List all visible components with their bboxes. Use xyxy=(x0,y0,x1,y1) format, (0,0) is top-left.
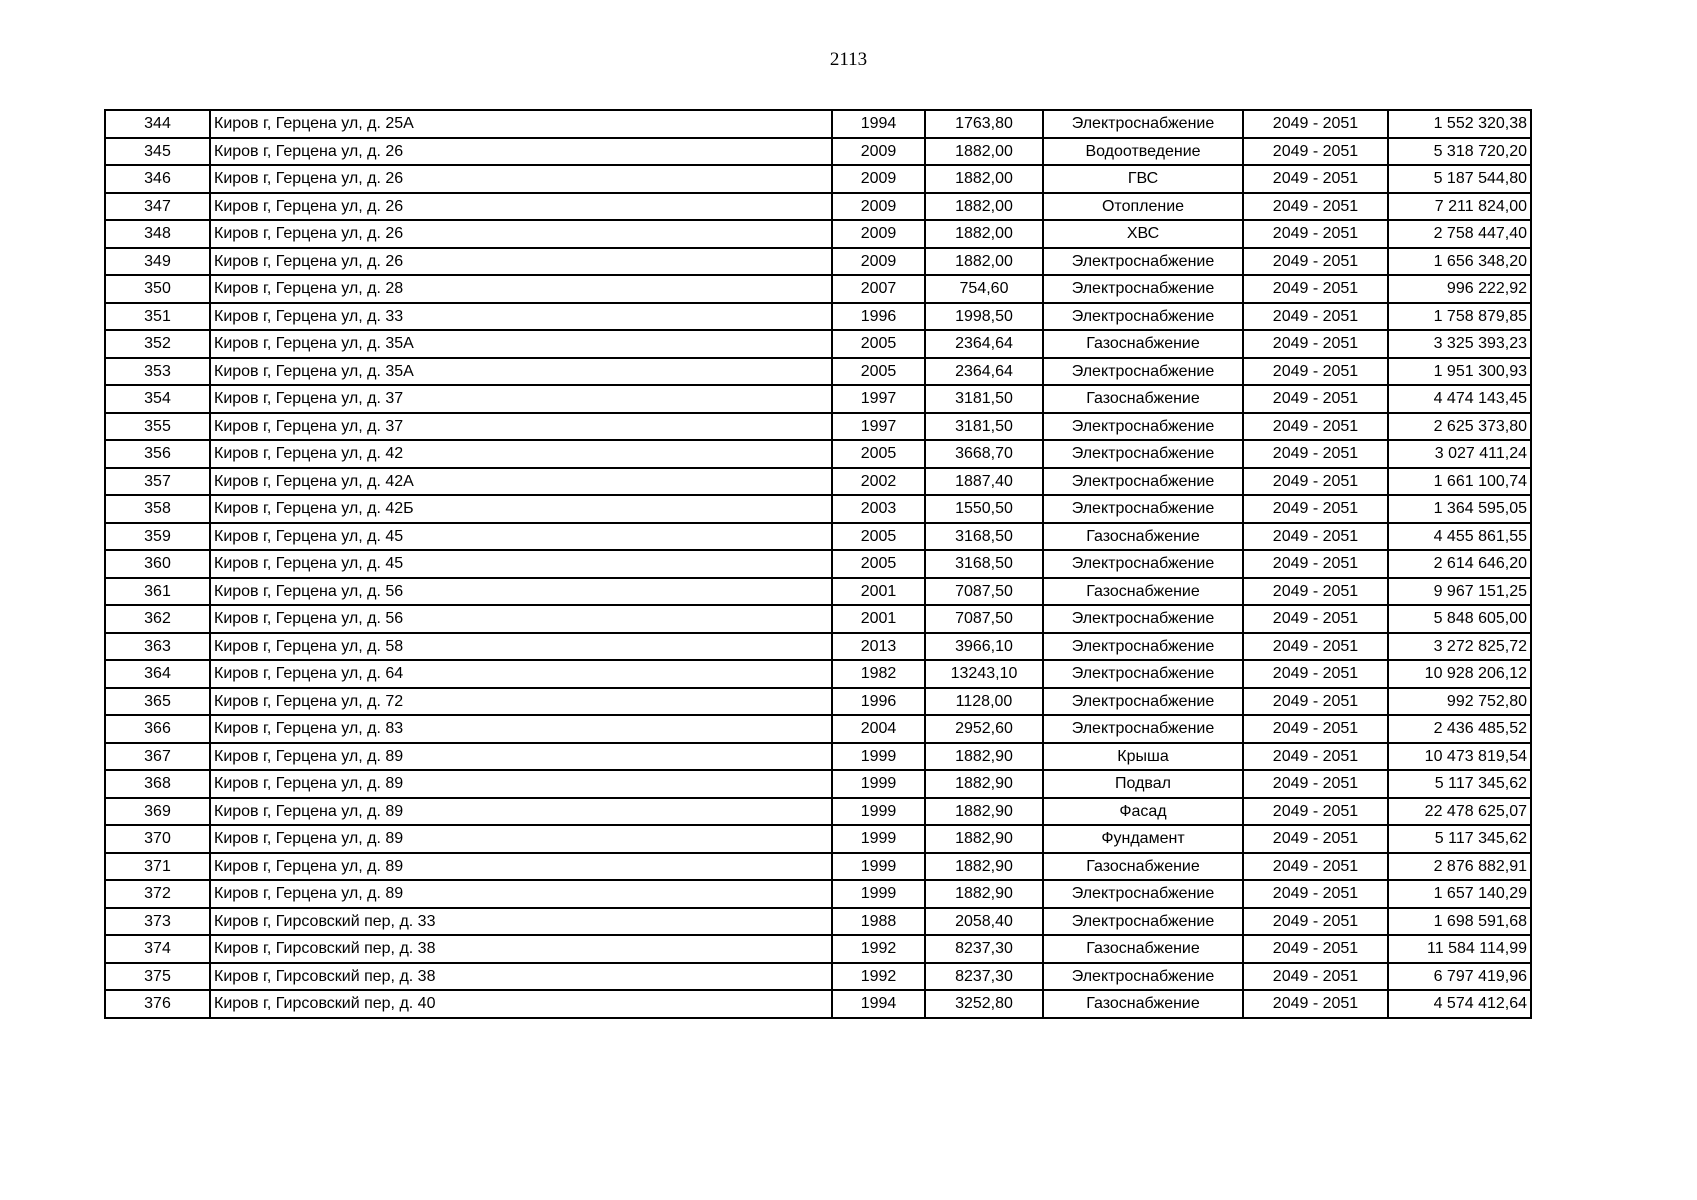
period-cell: 2049 - 2051 xyxy=(1243,908,1388,936)
table-row xyxy=(105,990,1531,1018)
cost-cell: 5 117 345,62 xyxy=(1388,770,1531,798)
table-row xyxy=(105,165,1531,193)
work-type-cell: Газоснабжение xyxy=(1043,578,1243,606)
build-year-cell: 1992 xyxy=(832,935,925,963)
cost-cell: 1 656 348,20 xyxy=(1388,248,1531,276)
build-year-cell: 1996 xyxy=(832,303,925,331)
table-row xyxy=(105,605,1531,633)
row-number-cell: 357 xyxy=(105,468,210,496)
area-cell: 1128,00 xyxy=(925,688,1043,716)
area-cell: 1882,00 xyxy=(925,248,1043,276)
row-number-cell: 360 xyxy=(105,550,210,578)
area-cell: 3181,50 xyxy=(925,385,1043,413)
row-number-cell: 372 xyxy=(105,880,210,908)
area-cell: 2952,60 xyxy=(925,715,1043,743)
address-cell: Киров г, Герцена ул, д. 89 xyxy=(210,743,832,771)
address-cell: Киров г, Герцена ул, д. 83 xyxy=(210,715,832,743)
area-cell: 3181,50 xyxy=(925,413,1043,441)
table-row xyxy=(105,248,1531,276)
row-number-cell: 375 xyxy=(105,963,210,991)
address-cell: Киров г, Герцена ул, д. 37 xyxy=(210,413,832,441)
area-cell: 1882,90 xyxy=(925,853,1043,881)
build-year-cell: 1999 xyxy=(832,743,925,771)
address-cell: Киров г, Герцена ул, д. 26 xyxy=(210,220,832,248)
cost-cell: 3 027 411,24 xyxy=(1388,440,1531,468)
build-year-cell: 1996 xyxy=(832,688,925,716)
table-row xyxy=(105,385,1531,413)
work-type-cell: Электроснабжение xyxy=(1043,908,1243,936)
area-cell: 2364,64 xyxy=(925,330,1043,358)
build-year-cell: 2003 xyxy=(832,495,925,523)
work-type-cell: Электроснабжение xyxy=(1043,413,1243,441)
address-cell: Киров г, Герцена ул, д. 72 xyxy=(210,688,832,716)
registry-table xyxy=(104,109,1532,1019)
period-cell: 2049 - 2051 xyxy=(1243,440,1388,468)
work-type-cell: Электроснабжение xyxy=(1043,440,1243,468)
build-year-cell: 1999 xyxy=(832,880,925,908)
cost-cell: 6 797 419,96 xyxy=(1388,963,1531,991)
area-cell: 3168,50 xyxy=(925,550,1043,578)
work-type-cell: Электроснабжение xyxy=(1043,605,1243,633)
page-number: 2113 xyxy=(829,49,868,70)
build-year-cell: 2009 xyxy=(832,248,925,276)
row-number-cell: 350 xyxy=(105,275,210,303)
cost-cell: 4 474 143,45 xyxy=(1388,385,1531,413)
address-cell: Киров г, Герцена ул, д. 35А xyxy=(210,358,832,386)
registry-table-body xyxy=(105,110,1531,1018)
area-cell: 1882,00 xyxy=(925,165,1043,193)
table-row xyxy=(105,825,1531,853)
address-cell: Киров г, Герцена ул, д. 89 xyxy=(210,825,832,853)
cost-cell: 4 455 861,55 xyxy=(1388,523,1531,551)
area-cell: 1882,90 xyxy=(925,825,1043,853)
build-year-cell: 1999 xyxy=(832,853,925,881)
period-cell: 2049 - 2051 xyxy=(1243,303,1388,331)
address-cell: Киров г, Герцена ул, д. 26 xyxy=(210,248,832,276)
cost-cell: 2 614 646,20 xyxy=(1388,550,1531,578)
build-year-cell: 1999 xyxy=(832,825,925,853)
cost-cell: 9 967 151,25 xyxy=(1388,578,1531,606)
cost-cell: 22 478 625,07 xyxy=(1388,798,1531,826)
work-type-cell: Электроснабжение xyxy=(1043,880,1243,908)
build-year-cell: 2005 xyxy=(832,330,925,358)
build-year-cell: 2009 xyxy=(832,193,925,221)
build-year-cell: 2005 xyxy=(832,358,925,386)
build-year-cell: 2001 xyxy=(832,605,925,633)
work-type-cell: Газоснабжение xyxy=(1043,853,1243,881)
work-type-cell: Электроснабжение xyxy=(1043,468,1243,496)
build-year-cell: 1997 xyxy=(832,385,925,413)
address-cell: Киров г, Герцена ул, д. 25А xyxy=(210,110,832,138)
cost-cell: 2 758 447,40 xyxy=(1388,220,1531,248)
period-cell: 2049 - 2051 xyxy=(1243,633,1388,661)
work-type-cell: Газоснабжение xyxy=(1043,385,1243,413)
build-year-cell: 1994 xyxy=(832,110,925,138)
address-cell: Киров г, Гирсовский пер, д. 38 xyxy=(210,963,832,991)
address-cell: Киров г, Герцена ул, д. 56 xyxy=(210,578,832,606)
cost-cell: 992 752,80 xyxy=(1388,688,1531,716)
work-type-cell: Подвал xyxy=(1043,770,1243,798)
row-number-cell: 353 xyxy=(105,358,210,386)
address-cell: Киров г, Герцена ул, д. 33 xyxy=(210,303,832,331)
work-type-cell: Фундамент xyxy=(1043,825,1243,853)
table-row xyxy=(105,633,1531,661)
row-number-cell: 352 xyxy=(105,330,210,358)
table-row xyxy=(105,880,1531,908)
work-type-cell: Электроснабжение xyxy=(1043,715,1243,743)
area-cell: 1882,00 xyxy=(925,138,1043,166)
row-number-cell: 346 xyxy=(105,165,210,193)
cost-cell: 5 848 605,00 xyxy=(1388,605,1531,633)
build-year-cell: 2005 xyxy=(832,440,925,468)
build-year-cell: 1999 xyxy=(832,770,925,798)
period-cell: 2049 - 2051 xyxy=(1243,110,1388,138)
area-cell: 3668,70 xyxy=(925,440,1043,468)
area-cell: 1882,00 xyxy=(925,220,1043,248)
period-cell: 2049 - 2051 xyxy=(1243,688,1388,716)
period-cell: 2049 - 2051 xyxy=(1243,165,1388,193)
area-cell: 7087,50 xyxy=(925,578,1043,606)
area-cell: 1882,90 xyxy=(925,770,1043,798)
row-number-cell: 376 xyxy=(105,990,210,1018)
row-number-cell: 355 xyxy=(105,413,210,441)
cost-cell: 2 876 882,91 xyxy=(1388,853,1531,881)
table-row xyxy=(105,413,1531,441)
address-cell: Киров г, Герцена ул, д. 42А xyxy=(210,468,832,496)
table-row xyxy=(105,853,1531,881)
table-row xyxy=(105,578,1531,606)
cost-cell: 3 272 825,72 xyxy=(1388,633,1531,661)
address-cell: Киров г, Герцена ул, д. 45 xyxy=(210,550,832,578)
area-cell: 3252,80 xyxy=(925,990,1043,1018)
work-type-cell: Электроснабжение xyxy=(1043,660,1243,688)
row-number-cell: 371 xyxy=(105,853,210,881)
area-cell: 8237,30 xyxy=(925,935,1043,963)
period-cell: 2049 - 2051 xyxy=(1243,660,1388,688)
address-cell: Киров г, Герцена ул, д. 37 xyxy=(210,385,832,413)
build-year-cell: 2005 xyxy=(832,523,925,551)
row-number-cell: 349 xyxy=(105,248,210,276)
row-number-cell: 362 xyxy=(105,605,210,633)
build-year-cell: 2005 xyxy=(832,550,925,578)
address-cell: Киров г, Герцена ул, д. 58 xyxy=(210,633,832,661)
period-cell: 2049 - 2051 xyxy=(1243,798,1388,826)
table-row xyxy=(105,523,1531,551)
work-type-cell: Водоотведение xyxy=(1043,138,1243,166)
work-type-cell: Электроснабжение xyxy=(1043,963,1243,991)
address-cell: Киров г, Герцена ул, д. 28 xyxy=(210,275,832,303)
area-cell: 1882,90 xyxy=(925,798,1043,826)
address-cell: Киров г, Герцена ул, д. 89 xyxy=(210,880,832,908)
work-type-cell: Крыша xyxy=(1043,743,1243,771)
cost-cell: 1 364 595,05 xyxy=(1388,495,1531,523)
table-row xyxy=(105,440,1531,468)
cost-cell: 7 211 824,00 xyxy=(1388,193,1531,221)
period-cell: 2049 - 2051 xyxy=(1243,743,1388,771)
period-cell: 2049 - 2051 xyxy=(1243,990,1388,1018)
period-cell: 2049 - 2051 xyxy=(1243,578,1388,606)
period-cell: 2049 - 2051 xyxy=(1243,385,1388,413)
row-number-cell: 358 xyxy=(105,495,210,523)
row-number-cell: 365 xyxy=(105,688,210,716)
work-type-cell: Электроснабжение xyxy=(1043,495,1243,523)
work-type-cell: Электроснабжение xyxy=(1043,633,1243,661)
work-type-cell: ГВС xyxy=(1043,165,1243,193)
table-row xyxy=(105,798,1531,826)
table-row xyxy=(105,660,1531,688)
area-cell: 754,60 xyxy=(925,275,1043,303)
period-cell: 2049 - 2051 xyxy=(1243,358,1388,386)
table-row xyxy=(105,275,1531,303)
address-cell: Киров г, Герцена ул, д. 89 xyxy=(210,770,832,798)
table-row xyxy=(105,303,1531,331)
address-cell: Киров г, Герцена ул, д. 56 xyxy=(210,605,832,633)
area-cell: 1550,50 xyxy=(925,495,1043,523)
address-cell: Киров г, Герцена ул, д. 45 xyxy=(210,523,832,551)
work-type-cell: Электроснабжение xyxy=(1043,248,1243,276)
work-type-cell: Фасад xyxy=(1043,798,1243,826)
cost-cell: 4 574 412,64 xyxy=(1388,990,1531,1018)
work-type-cell: Газоснабжение xyxy=(1043,523,1243,551)
cost-cell: 1 698 591,68 xyxy=(1388,908,1531,936)
row-number-cell: 354 xyxy=(105,385,210,413)
row-number-cell: 370 xyxy=(105,825,210,853)
period-cell: 2049 - 2051 xyxy=(1243,825,1388,853)
row-number-cell: 366 xyxy=(105,715,210,743)
build-year-cell: 2002 xyxy=(832,468,925,496)
cost-cell: 2 436 485,52 xyxy=(1388,715,1531,743)
table-row xyxy=(105,330,1531,358)
build-year-cell: 1992 xyxy=(832,963,925,991)
table-row xyxy=(105,220,1531,248)
area-cell: 3966,10 xyxy=(925,633,1043,661)
area-cell: 1882,90 xyxy=(925,880,1043,908)
table-row xyxy=(105,358,1531,386)
area-cell: 13243,10 xyxy=(925,660,1043,688)
cost-cell: 10 473 819,54 xyxy=(1388,743,1531,771)
row-number-cell: 368 xyxy=(105,770,210,798)
row-number-cell: 348 xyxy=(105,220,210,248)
area-cell: 1887,40 xyxy=(925,468,1043,496)
table-row xyxy=(105,138,1531,166)
build-year-cell: 2009 xyxy=(832,165,925,193)
row-number-cell: 369 xyxy=(105,798,210,826)
build-year-cell: 2009 xyxy=(832,220,925,248)
row-number-cell: 363 xyxy=(105,633,210,661)
area-cell: 1882,00 xyxy=(925,193,1043,221)
build-year-cell: 2013 xyxy=(832,633,925,661)
period-cell: 2049 - 2051 xyxy=(1243,138,1388,166)
build-year-cell: 2004 xyxy=(832,715,925,743)
cost-cell: 1 758 879,85 xyxy=(1388,303,1531,331)
area-cell: 2058,40 xyxy=(925,908,1043,936)
table-row xyxy=(105,935,1531,963)
period-cell: 2049 - 2051 xyxy=(1243,523,1388,551)
period-cell: 2049 - 2051 xyxy=(1243,275,1388,303)
address-cell: Киров г, Герцена ул, д. 26 xyxy=(210,138,832,166)
period-cell: 2049 - 2051 xyxy=(1243,220,1388,248)
cost-cell: 1 552 320,38 xyxy=(1388,110,1531,138)
period-cell: 2049 - 2051 xyxy=(1243,880,1388,908)
area-cell: 1763,80 xyxy=(925,110,1043,138)
address-cell: Киров г, Герцена ул, д. 89 xyxy=(210,853,832,881)
period-cell: 2049 - 2051 xyxy=(1243,715,1388,743)
address-cell: Киров г, Герцена ул, д. 89 xyxy=(210,798,832,826)
cost-cell: 10 928 206,12 xyxy=(1388,660,1531,688)
build-year-cell: 1999 xyxy=(832,798,925,826)
build-year-cell: 1997 xyxy=(832,413,925,441)
area-cell: 7087,50 xyxy=(925,605,1043,633)
table-row xyxy=(105,193,1531,221)
period-cell: 2049 - 2051 xyxy=(1243,248,1388,276)
work-type-cell: Электроснабжение xyxy=(1043,303,1243,331)
work-type-cell: Электроснабжение xyxy=(1043,275,1243,303)
build-year-cell: 1988 xyxy=(832,908,925,936)
period-cell: 2049 - 2051 xyxy=(1243,193,1388,221)
row-number-cell: 356 xyxy=(105,440,210,468)
period-cell: 2049 - 2051 xyxy=(1243,605,1388,633)
area-cell: 1998,50 xyxy=(925,303,1043,331)
work-type-cell: Газоснабжение xyxy=(1043,330,1243,358)
row-number-cell: 361 xyxy=(105,578,210,606)
address-cell: Киров г, Гирсовский пер, д. 38 xyxy=(210,935,832,963)
period-cell: 2049 - 2051 xyxy=(1243,550,1388,578)
cost-cell: 1 657 140,29 xyxy=(1388,880,1531,908)
cost-cell: 1 951 300,93 xyxy=(1388,358,1531,386)
build-year-cell: 1982 xyxy=(832,660,925,688)
cost-cell: 1 661 100,74 xyxy=(1388,468,1531,496)
row-number-cell: 367 xyxy=(105,743,210,771)
build-year-cell: 2001 xyxy=(832,578,925,606)
row-number-cell: 345 xyxy=(105,138,210,166)
cost-cell: 2 625 373,80 xyxy=(1388,413,1531,441)
row-number-cell: 359 xyxy=(105,523,210,551)
work-type-cell: Электроснабжение xyxy=(1043,550,1243,578)
row-number-cell: 374 xyxy=(105,935,210,963)
row-number-cell: 373 xyxy=(105,908,210,936)
address-cell: Киров г, Герцена ул, д. 26 xyxy=(210,193,832,221)
table-row xyxy=(105,550,1531,578)
build-year-cell: 2007 xyxy=(832,275,925,303)
address-cell: Киров г, Герцена ул, д. 64 xyxy=(210,660,832,688)
work-type-cell: Электроснабжение xyxy=(1043,110,1243,138)
cost-cell: 3 325 393,23 xyxy=(1388,330,1531,358)
address-cell: Киров г, Герцена ул, д. 26 xyxy=(210,165,832,193)
table-row xyxy=(105,908,1531,936)
table-row xyxy=(105,110,1531,138)
address-cell: Киров г, Гирсовский пер, д. 40 xyxy=(210,990,832,1018)
period-cell: 2049 - 2051 xyxy=(1243,853,1388,881)
address-cell: Киров г, Герцена ул, д. 42Б xyxy=(210,495,832,523)
period-cell: 2049 - 2051 xyxy=(1243,770,1388,798)
row-number-cell: 351 xyxy=(105,303,210,331)
work-type-cell: Газоснабжение xyxy=(1043,935,1243,963)
address-cell: Киров г, Гирсовский пер, д. 33 xyxy=(210,908,832,936)
table-row xyxy=(105,468,1531,496)
period-cell: 2049 - 2051 xyxy=(1243,330,1388,358)
table-row xyxy=(105,770,1531,798)
period-cell: 2049 - 2051 xyxy=(1243,495,1388,523)
work-type-cell: ХВС xyxy=(1043,220,1243,248)
cost-cell: 11 584 114,99 xyxy=(1388,935,1531,963)
build-year-cell: 2009 xyxy=(832,138,925,166)
area-cell: 1882,90 xyxy=(925,743,1043,771)
cost-cell: 996 222,92 xyxy=(1388,275,1531,303)
work-type-cell: Отопление xyxy=(1043,193,1243,221)
build-year-cell: 1994 xyxy=(832,990,925,1018)
address-cell: Киров г, Герцена ул, д. 35А xyxy=(210,330,832,358)
cost-cell: 5 187 544,80 xyxy=(1388,165,1531,193)
cost-cell: 5 318 720,20 xyxy=(1388,138,1531,166)
table-row xyxy=(105,963,1531,991)
area-cell: 3168,50 xyxy=(925,523,1043,551)
period-cell: 2049 - 2051 xyxy=(1243,935,1388,963)
work-type-cell: Электроснабжение xyxy=(1043,358,1243,386)
table-row xyxy=(105,688,1531,716)
cost-cell: 5 117 345,62 xyxy=(1388,825,1531,853)
work-type-cell: Электроснабжение xyxy=(1043,688,1243,716)
address-cell: Киров г, Герцена ул, д. 42 xyxy=(210,440,832,468)
area-cell: 8237,30 xyxy=(925,963,1043,991)
period-cell: 2049 - 2051 xyxy=(1243,963,1388,991)
work-type-cell: Газоснабжение xyxy=(1043,990,1243,1018)
table-row xyxy=(105,743,1531,771)
row-number-cell: 347 xyxy=(105,193,210,221)
row-number-cell: 344 xyxy=(105,110,210,138)
area-cell: 2364,64 xyxy=(925,358,1043,386)
period-cell: 2049 - 2051 xyxy=(1243,413,1388,441)
period-cell: 2049 - 2051 xyxy=(1243,468,1388,496)
table-row xyxy=(105,715,1531,743)
table-row xyxy=(105,495,1531,523)
row-number-cell: 364 xyxy=(105,660,210,688)
